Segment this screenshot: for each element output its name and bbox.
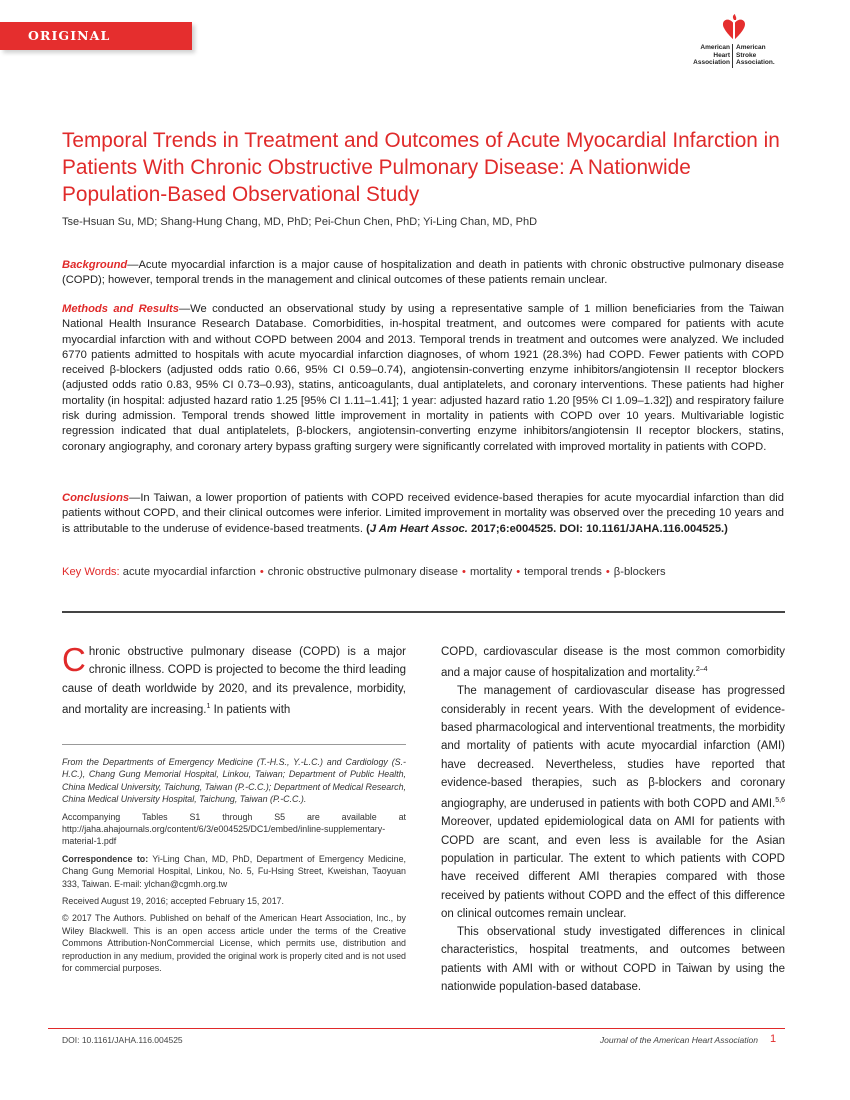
footnote-divider xyxy=(62,744,406,745)
footer-journal: Journal of the American Heart Association xyxy=(599,1035,758,1045)
bullet-icon: • xyxy=(605,566,610,578)
aha-asa-logo xyxy=(682,14,792,74)
keyword: mortality xyxy=(469,566,513,578)
body-text: hronic obstructive pulmonary disease (COPD) is a major chronic illness. COPD is projected to become the third leading cause of death worldwide by 2020, and its prevalence, morbidity, and mortality are increasing. xyxy=(62,646,406,716)
correspondence-label: Correspondence to: xyxy=(62,853,149,864)
correspondence xyxy=(62,853,406,890)
keyword: β-blockers xyxy=(613,566,666,578)
section-divider xyxy=(62,611,785,613)
logo-text: American xyxy=(700,44,730,51)
keywords-label: Key Words: xyxy=(62,566,120,578)
abstract-label: Methods and Results xyxy=(62,303,179,315)
logo-text: American xyxy=(736,44,766,51)
abstract-text: —We conducted an observational study by using a representative sample of 1 million beneficiaries from the Taiwan National Health Insurance Research Database. Comorbidities, in-hospital treatment, and outcomes were compared for patients with acute myocardial infarction with and without COPD between 2004 and 2013. Temporal trends in treatment and outcomes were analyzed. We included 6770 patients admitted to hospitals with acute myocardial infarction diagnoses, of whom 1921 (28.3%) had COPD. Fewer patients with COPD received β-blockers (adjusted odds ratio 0.66, 95% CI 0.59–0.74), angiotensin-converting enzyme inhibitors/angiotensin II receptor blockers (adjusted odds ratio 0.83, 95% CI 0.73–0.93), statins, anticoagulants, dual antiplatelets, and coronary interventions. These patients had higher mortality (in hospital: adjusted hazard ratio 1.25 [95% CI 1.11–1.41]; 1 year: adjusted hazard ratio 1.20 [95% CI 1.09–1.32]) and respiratory failure risk during admission. Temporal trends showed little improvement in mortality in patients with COPD over 10 years. Multivariable logistic regression indicated that dual antiplatelets, β-blockers, angiotensin-converting enzyme inhibitors/angiotensin II receptor blockers, statins, coronary angiography, and coronary artery bypass grafting surgery were significantly correlated with improved mortality in patients with COPD. xyxy=(62,303,784,453)
author-list: Tse-Hsuan Su, MD; Shang-Hung Chang, MD, PhD; Pei-Chun Chen, PhD; Yi-Ling Chan, MD, PhD xyxy=(62,216,538,228)
footnotes xyxy=(62,756,406,980)
abstract-text: —Acute myocardial infarction is a major cause of hospitalization and death in patients with chronic obstructive pulmonary disease (COPD); however, temporal trends in the management and clinical outcomes of these patients remain unclear. xyxy=(62,259,784,287)
article-title: Temporal Trends in Treatment and Outcomes of Acute Myocardial Infarction in Patients With Chronic Obstructive Pulmonary Disease: A Nationwide Population-Based Observational Study xyxy=(62,129,780,206)
page-number: 1 xyxy=(770,1033,777,1045)
bullet-icon: • xyxy=(516,566,521,578)
affiliations: From the Departments of Emergency Medicine (T.-H.S., Y.-L.C.) and Cardiology (S.-H.C.), Chang Gung Memorial Hospital, Linkou, Taiwan; Department of Public Health, China Medical University, Taichung, Taiwan (P.-C.C.); Department of Medical Research, China Medical University Hospital, Taichung, Taiwan (P.-C.C.). xyxy=(62,757,406,805)
abstract-conclusions xyxy=(62,491,784,537)
body-text: In patients with xyxy=(210,703,291,716)
aha-wordmark xyxy=(682,44,730,67)
drop-cap: C xyxy=(62,641,86,678)
reference-superscript: 5,6 xyxy=(775,797,785,805)
body-paragraph xyxy=(441,643,785,682)
logo-text: Stroke xyxy=(736,51,757,59)
bullet-icon: • xyxy=(259,566,264,578)
keyword: temporal trends xyxy=(524,566,602,578)
footer-divider xyxy=(48,1028,785,1029)
abstract-background xyxy=(62,258,784,289)
body-text: This observational study investigated differences in clinical characteristics, hospital treatments, and outcomes between patients with AMI with or without COPD in Taiwan by using the nationwide population-based database. xyxy=(441,926,785,993)
citation-journal: J Am Heart Assoc. xyxy=(369,522,468,535)
supplement-note: Accompanying Tables S1 through S5 are available at http://jaha.ahajournals.org/content/6/3/e004525/DC1/embed/inline-supplementary-material-1.pdf xyxy=(62,811,406,847)
correspondence-text: Yi-Ling Chan, MD, PhD, Department of Emergency Medicine, Chang Gung Memorial Hospital, Linkou, No. 5, Fu-Hsing Street, Kweishan, Taoyuan 333, Taiwan. E-mail: ylchan@cgmh.org.tw xyxy=(62,853,406,889)
logo-text: Heart xyxy=(713,51,730,59)
section-banner: ORIGINAL RESEARCH xyxy=(0,22,192,50)
keyword: chronic obstructive pulmonary disease xyxy=(267,566,459,578)
abstract-label: Conclusions xyxy=(62,492,130,504)
abstract-label: Background xyxy=(62,259,128,271)
body-text: The management of cardiovascular disease has progressed considerably in recent years. With the development of evidence-based pharmacological and interventional treatments, the morbidity and mortality of patients with acute myocardial infarction (AMI) have decreased. Nevertheless, studies have reported that evidence-based therapies, such as β-blockers and coronary angiography, are underused in patients with both COPD and AMI. xyxy=(441,685,785,811)
body-paragraph xyxy=(62,643,406,719)
copyright-notice: © 2017 The Authors. Published on behalf of the American Heart Association, Inc., by Wiley Blackwell. This is an open access article under the terms of the Creative Commons Attribution-NonCommercial License, which permits use, distribution and reproduction in any medium, provided the original work is properly cited and is not used for commercial purposes. xyxy=(62,913,406,974)
reference-superscript: 2–4 xyxy=(695,666,708,674)
keyword: acute myocardial infarction xyxy=(122,566,256,578)
heart-torch-icon xyxy=(682,14,792,44)
received-dates: Received August 19, 2016; accepted February 15, 2017. xyxy=(62,896,285,907)
body-column-left xyxy=(62,643,406,719)
body-text: COPD, cardiovascular disease is the most common comorbidity and a major cause of hospitalization and mortality. xyxy=(441,646,785,680)
abstract-text: —In Taiwan, a lower proportion of patients with COPD received evidence-based therapies for acute myocardial infarction than did patients without COPD, and their clinical outcomes were inferior. Limited improvement in mortality was observed over the preceding 10 years and is attributable to the underuse of evidence-based treatments. xyxy=(62,492,784,535)
keywords xyxy=(62,566,784,578)
body-paragraph xyxy=(441,682,785,923)
body-paragraph xyxy=(441,923,785,996)
logo-divider xyxy=(732,44,733,68)
citation: (J Am Heart Assoc. 2017;6:e004525. DOI: 10.1161/JAHA.116.004525.) xyxy=(366,522,728,535)
asa-wordmark xyxy=(736,44,792,67)
logo-text: Association. xyxy=(736,59,775,66)
bullet-icon: • xyxy=(462,566,466,578)
reference-superscript: 1 xyxy=(206,702,211,710)
body-text: Moreover, updated epidemiological data on AMI for patients with COPD are scant, and even less is available for the Asian population in particular. The extent to which patients with COPD have received different AMI therapies compared with those received by patients without COPD and the effect of this difference on clinical outcomes remain unclear. xyxy=(441,816,785,920)
logo-text: Association xyxy=(693,59,730,66)
body-column-right xyxy=(441,643,785,996)
footer-doi: DOI: 10.1161/JAHA.116.004525 xyxy=(62,1035,183,1045)
citation-details: 2017;6:e004525. DOI: 10.1161/JAHA.116.004525.) xyxy=(471,522,728,535)
abstract-methods xyxy=(62,302,784,455)
